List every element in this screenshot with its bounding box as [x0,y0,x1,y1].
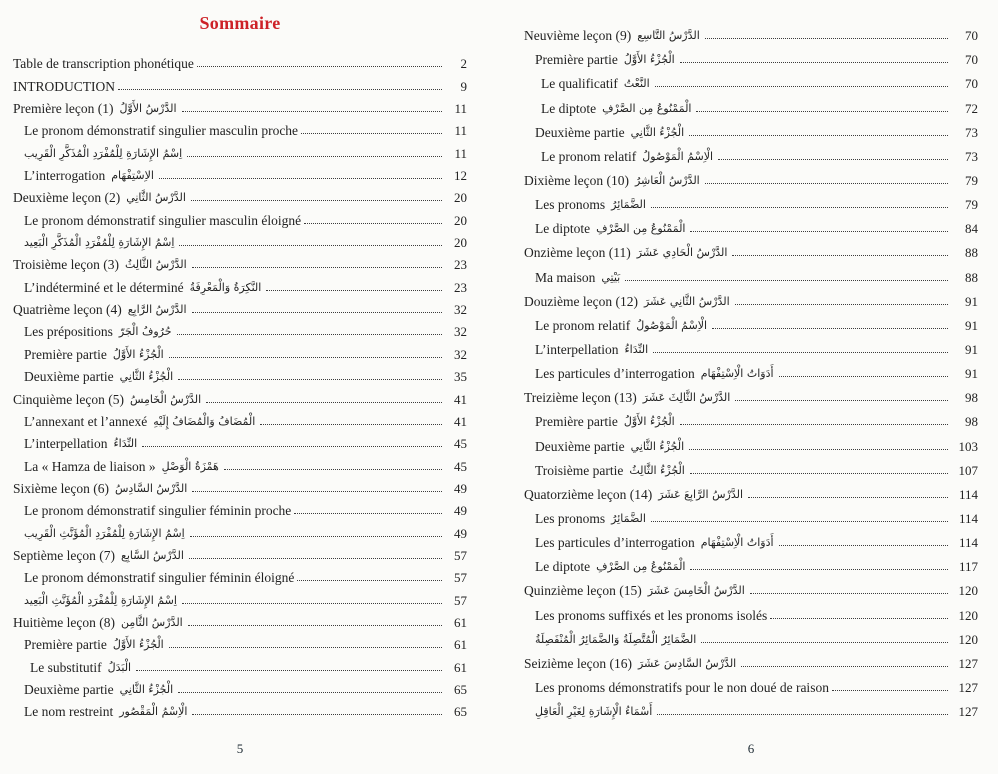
dot-leader [689,135,948,136]
entry-label: Les prépositions [24,324,113,340]
entry-page-number: 41 [454,391,467,407]
entry-page-number: 88 [965,245,978,261]
dot-leader [732,255,948,256]
entry-page-number: 98 [965,414,978,430]
entry-arabic-label: الْمُضَافُ وَالْمُضَافُ إِلَيْهِ [153,414,256,428]
entry-label: Le pronom relatif [541,148,637,164]
entry-arabic-label: النَّعْتُ [623,77,650,91]
toc-entry [524,285,978,309]
toc-entry [524,19,978,43]
toc-entry [524,260,978,284]
entry-arabic-label: الدَّرْسُ الثَّانِي عَشَرَ [643,294,730,308]
entry-page-number: 127 [958,679,978,695]
entry-label: Première partie [535,414,618,430]
dot-leader [192,491,442,492]
toc-entry [524,695,978,719]
entry-page-number: 79 [965,172,978,188]
toc-entry [13,384,467,406]
dot-leader [297,580,442,581]
toc-page-right [524,0,978,774]
entry-label: Troisième partie [535,462,624,478]
dot-leader [680,62,948,63]
toc-entry [13,451,467,473]
entry-label: Ma maison [535,269,596,285]
entry-label: Première partie [24,637,107,653]
entry-arabic-label: الْاِسْمُ الْمَوْصُولُ [636,318,708,332]
entry-page-number: 11 [454,101,467,117]
toc-entry [524,43,978,67]
entry-page-number: 91 [965,293,978,309]
entry-page-number: 11 [454,145,467,161]
entry-page-number: 49 [454,525,467,541]
toc-entry [13,563,467,585]
dot-leader [224,469,442,470]
toc-entry [13,474,467,496]
dot-leader [770,618,948,619]
entry-arabic-label: الْجُزْءُ الأَوَّلُ [623,415,675,429]
dot-leader [680,424,948,425]
dot-leader [750,593,948,594]
entry-label: Deuxième partie [24,369,114,385]
entry-page-number: 98 [965,390,978,406]
entry-arabic-label: الدَّرْسُ الثَّامِن [120,615,183,629]
toc-entry [524,188,978,212]
page-footer-right: 6 [747,741,755,756]
toc-entry [13,630,467,652]
entry-page-number: 57 [454,592,467,608]
entry-arabic-label: هَمْزَةُ الْوَصْلِ [161,459,219,473]
entry-label: Les pronoms suffixés et les pronoms isolés [535,607,768,623]
dot-leader [690,569,948,570]
toc-entry [524,405,978,429]
toc-entry [524,67,978,91]
dot-leader [657,714,948,715]
entry-label: Deuxième partie [535,124,625,140]
entry-label: Première leçon (1) [13,101,114,117]
entry-arabic-label: الدَّرْسُ الْعَاشِرُ [634,173,700,187]
dot-leader [159,178,442,179]
dot-leader [655,86,948,87]
entry-arabic-label: اِسْمُ الإِشَارَةِ لِلْمُفْرَدِ الْمُؤَنَّثِ الْقَرِيب [24,526,185,540]
toc-entry [524,454,978,478]
entry-arabic-label: الدَّرْسُ الْخَامِسَ عَشَرَ [647,584,745,598]
entry-label: Le qualificatif [541,76,618,92]
dot-leader [304,223,442,224]
entry-arabic-label: الْجُزْءُ الأَوَّلُ [623,53,675,67]
entry-arabic-label: الْجُزْءُ الثَّانِي [630,125,685,139]
toc-entry [524,574,978,598]
entry-label: Les particules d’interrogation [535,366,695,382]
toc-entry [13,429,467,451]
entry-page-number: 9 [460,78,467,94]
dot-leader [625,280,948,281]
entry-arabic-label: الدَّرْسُ الأَوَّلُ [119,102,177,116]
dot-leader [696,111,948,112]
entry-label: Dixième leçon (10) [524,172,629,188]
dot-leader [190,536,442,537]
dot-leader [705,38,948,39]
toc-entry [524,164,978,188]
entry-page-number: 35 [454,369,467,385]
entry-arabic-label: الدَّرْسُ الثَّالِثُ [124,258,187,272]
toc-entry [13,250,467,272]
entry-arabic-label: الضَّمَائِرُ [611,198,646,212]
entry-label: Les pronoms [535,197,606,213]
dot-leader [653,352,948,353]
entry-label: Quatorzième leçon (14) [524,486,653,502]
entry-arabic-label: النِّدَاءُ [624,342,649,356]
dot-leader [182,603,442,604]
dot-leader [177,334,442,335]
entry-arabic-label: بَيْتِي [601,270,621,284]
entry-arabic-label: الْاِسْمُ الْمَقْصُور [119,705,188,719]
toc-entry [13,407,467,429]
dot-leader [651,207,948,208]
entry-label: Le pronom démonstratif singulier masculin proche [24,123,299,139]
entry-arabic-label: الْمَمْنُوعُ مِن الصَّرْفِ [596,222,686,236]
toc-entry [13,697,467,719]
toc-entry [13,608,467,630]
entry-label: INTRODUCTION [13,78,115,94]
dot-leader [735,304,948,305]
entry-label: Sixième leçon (6) [13,480,109,496]
dot-leader [169,647,442,648]
dot-leader [192,714,442,715]
dot-leader [182,111,442,112]
entry-page-number: 11 [454,123,467,139]
entry-label: Treizième leçon (13) [524,390,637,406]
dot-leader [832,690,948,691]
entry-page-number: 23 [454,257,467,273]
entry-label: Douzième leçon (12) [524,293,638,309]
dot-leader [189,558,442,559]
dot-leader [260,424,442,425]
toc-entry [13,675,467,697]
entry-label: Le pronom démonstratif singulier masculin éloigné [24,212,302,228]
entry-page-number: 49 [454,503,467,519]
entry-arabic-label: الضَّمَائِرُ [611,511,646,525]
entry-label: Première partie [24,346,107,362]
dot-leader [192,267,442,268]
entry-arabic-label: حُرُوفُ الْجَرّ [118,325,172,339]
entry-page-number: 49 [454,480,467,496]
toc-entry [524,236,978,260]
dot-leader [701,642,948,643]
entry-page-number: 45 [454,458,467,474]
dot-leader [741,666,948,667]
entry-arabic-label: الدَّرْسُ الرَّابِع [127,303,187,317]
dot-leader [712,328,948,329]
entry-arabic-label: الْبَدَلُ [107,660,132,674]
entry-page-number: 70 [965,76,978,92]
entry-label: Quatrième leçon (4) [13,302,122,318]
entry-label: Deuxième partie [24,681,114,697]
entry-arabic-label: الدَّرْسُ الثَّانِي [126,191,186,205]
entry-arabic-label: اِسْمُ الإِشَارَةِ لِلْمُفْرَدِ الْمُذَكَّرِ الْبَعِيد [24,236,175,250]
entry-label: Seizième leçon (16) [524,655,632,671]
entry-page-number: 73 [965,148,978,164]
entry-label: Huitième leçon (8) [13,614,115,630]
dot-leader [192,312,442,313]
entry-label: Le diptote [535,559,591,575]
entry-label: L’indéterminé et le déterminé [24,279,184,295]
dot-leader [197,66,442,67]
entry-page-number: 91 [965,317,978,333]
entry-arabic-label: اِسْمُ الإِشَارَةِ لِلْمُفْرَدِ الْمُذَكَّرِ الْقَرِيب [24,146,183,160]
entry-page-number: 120 [958,631,978,647]
entry-page-number: 91 [965,341,978,357]
toc-entry [524,212,978,236]
entry-label: Les particules d’interrogation [535,535,695,551]
toc-entry [524,91,978,115]
entry-page-number: 120 [958,583,978,599]
entry-arabic-label: الْاِسْمُ الْمَوْصُولُ [642,149,714,163]
entry-page-number: 2 [460,56,467,72]
entry-page-number: 32 [454,346,467,362]
entry-arabic-label: الدَّرْسُ السَّادِسَ عَشَرَ [637,656,737,670]
entry-arabic-label: الدَّرْسُ التَّاسِع [637,29,700,43]
toc-entry [13,183,467,205]
entry-label: Première partie [535,52,618,68]
toc-page-left [13,0,467,774]
entry-page-number: 127 [958,704,978,720]
entry-page-number: 88 [965,269,978,285]
toc-entry [13,205,467,227]
entry-label: Les pronoms [535,510,606,526]
entry-arabic-label: الْجُزْءُ الثَّالِثُ [629,463,685,477]
toc-entry [524,502,978,526]
entry-arabic-label: أَدَوَاتُ الْاِسْتِفْهَام [700,367,774,381]
entry-label: Table de transcription phonétique [13,56,194,72]
entry-label: Le pronom relatif [535,317,631,333]
dot-leader [689,449,948,450]
toc-entry [13,272,467,294]
entry-page-number: 91 [965,366,978,382]
entry-page-number: 73 [965,124,978,140]
entry-arabic-label: الْجُزْءُ الأَوَّلُ [112,347,164,361]
page-footer-left: 5 [236,741,244,756]
entry-label: Le nom restreint [24,704,114,720]
dot-leader [748,497,948,498]
entry-arabic-label: الدَّرْسُ الرَّابِعَ عَشَرَ [658,487,744,501]
entry-arabic-label: أَدَوَاتُ الْاِسْتِفْهَام [700,536,774,550]
entry-label: Le pronom démonstratif singulier féminin éloigné [24,570,295,586]
entry-label: Cinquième leçon (5) [13,391,124,407]
toc-entry [524,671,978,695]
entry-page-number: 12 [454,168,467,184]
entry-page-number: 114 [958,535,978,551]
entry-arabic-label: الاِسْتِفْهَام [111,169,154,183]
entry-page-number: 57 [454,570,467,586]
entry-arabic-label: الْمَمْنُوعُ مِن الصَّرْفِ [596,560,686,574]
entry-page-number: 57 [454,547,467,563]
entry-page-number: 120 [958,607,978,623]
toc-entry [524,526,978,550]
toc-entry [524,140,978,164]
dot-leader [690,473,948,474]
dot-leader [651,521,948,522]
toc-entry [524,357,978,381]
entry-label: Le pronom démonstratif singulier féminin proche [24,503,292,519]
entry-page-number: 41 [454,413,467,429]
dot-leader [301,133,442,134]
entry-label: Deuxième leçon (2) [13,190,121,206]
toc-entry [13,585,467,607]
entry-page-number: 127 [958,655,978,671]
toc-entry [13,94,467,116]
entry-label: L’interrogation [24,168,106,184]
toc-entry [13,339,467,361]
toc-entry [524,309,978,333]
entry-arabic-label: اِسْمُ الإِشَارَةِ لِلْمُفْرَدِ الْمُؤَنَّثِ الْبَعِيد [24,593,177,607]
entry-label: L’annexant et l’annexé [24,413,148,429]
dot-leader [179,245,442,246]
toc-entry [524,116,978,140]
entry-label: Septième leçon (7) [13,547,115,563]
entry-page-number: 84 [965,221,978,237]
toc-entries [13,49,467,719]
entry-page-number: 65 [454,681,467,697]
entry-page-number: 20 [454,212,467,228]
toc-entry [13,518,467,540]
toc-entry [524,647,978,671]
entry-label: Le diptote [535,221,591,237]
dot-leader [188,625,442,626]
entry-page-number: 45 [454,436,467,452]
entry-page-number: 117 [958,559,978,575]
dot-leader [266,290,442,291]
entry-page-number: 65 [454,704,467,720]
dot-leader [178,379,442,380]
entry-arabic-label: الدَّرْسُ السَّابِع [120,548,184,562]
entry-arabic-label: الدَّرْسُ الْحَادِي عَشَرَ [636,246,728,260]
entry-page-number: 103 [958,438,978,454]
toc-entry [13,71,467,93]
toc-entry [524,598,978,622]
entry-label: Les pronoms démonstratifs pour le non doué de raison [535,679,829,695]
entry-arabic-label: الْجُزْءُ الأَوَّلُ [112,638,164,652]
toc-entry [13,228,467,250]
entry-arabic-label: النَّكِرَةُ وَالْمَعْرِفَةُ [189,280,262,294]
dot-leader [735,400,948,401]
entry-label: Le diptote [541,100,597,116]
toc-entry [13,317,467,339]
dot-leader [178,692,442,693]
entry-page-number: 107 [958,462,978,478]
entry-arabic-label: الدَّرْسُ الثَّالِثَ عَشَرَ [642,391,731,405]
entry-page-number: 32 [454,302,467,318]
entry-page-number: 23 [454,279,467,295]
dot-leader [718,159,948,160]
dot-leader [136,670,442,671]
dot-leader [690,231,948,232]
entry-arabic-label: الْجُزْءُ الثَّانِي [119,370,174,384]
entry-page-number: 61 [454,614,467,630]
toc-entry [524,478,978,502]
entry-label: L’interpellation [24,436,108,452]
entry-page-number: 114 [958,510,978,526]
toc-entry [13,295,467,317]
toc-entry [13,496,467,518]
dot-leader [191,200,442,201]
entry-page-number: 70 [965,28,978,44]
entry-page-number: 61 [454,659,467,675]
entry-page-number: 20 [454,190,467,206]
toc-entry [524,333,978,357]
entry-arabic-label: الدَّرْسُ الْخَامِسُ [129,392,202,406]
entry-page-number: 32 [454,324,467,340]
toc-entry [524,550,978,574]
entry-arabic-label: الْجُزْءُ الثَّانِي [630,439,685,453]
dot-leader [206,402,442,403]
toc-entry [524,623,978,647]
dot-leader [705,183,948,184]
toc-entry [13,49,467,71]
entry-page-number: 72 [965,100,978,116]
entry-arabic-label: الضَّمَائِرُ الْمُتَّصِلَةُ وَالضَّمَائِرُ الْمُنْفَصِلَةُ [535,632,697,646]
entry-label: L’interpellation [535,341,619,357]
toc-entries [524,0,978,719]
entry-label: Le substitutif [30,659,102,675]
toc-entry [13,138,467,160]
entry-page-number: 20 [454,235,467,251]
entry-label: Onzième leçon (11) [524,245,631,261]
dot-leader [118,89,442,90]
entry-label: Neuvième leçon (9) [524,28,632,44]
entry-page-number: 79 [965,197,978,213]
toc-entry [13,541,467,563]
toc-entry [13,652,467,674]
dot-leader [779,545,948,546]
entry-arabic-label: أَسْمَاءُ الْإِشَارَةِ لِغَيْرِ الْعَاقِلِ [535,705,653,719]
toc-entry [13,161,467,183]
toc-entry [13,116,467,138]
toc-entry [524,381,978,405]
entry-arabic-label: الدَّرْسُ السَّادِسُ [114,481,188,495]
entry-arabic-label: الْجُزْءُ الثَّانِي [119,682,174,696]
toc-entry [13,362,467,384]
dot-leader [142,446,442,447]
dot-leader [294,513,442,514]
toc-entry [524,429,978,453]
entry-label: Troisième leçon (3) [13,257,119,273]
page-title: Sommaire [199,13,281,33]
entry-page-number: 114 [958,486,978,502]
entry-page-number: 70 [965,52,978,68]
entry-label: Quinzième leçon (15) [524,583,642,599]
dot-leader [187,156,442,157]
dot-leader [779,376,948,377]
dot-leader [169,357,442,358]
entry-arabic-label: النِّدَاءُ [113,437,138,451]
entry-page-number: 61 [454,637,467,653]
entry-label: La « Hamza de liaison » [24,458,156,474]
entry-arabic-label: الْمَمْنُوعُ مِن الصَّرْفِ [602,101,692,115]
entry-label: Deuxième partie [535,438,625,454]
